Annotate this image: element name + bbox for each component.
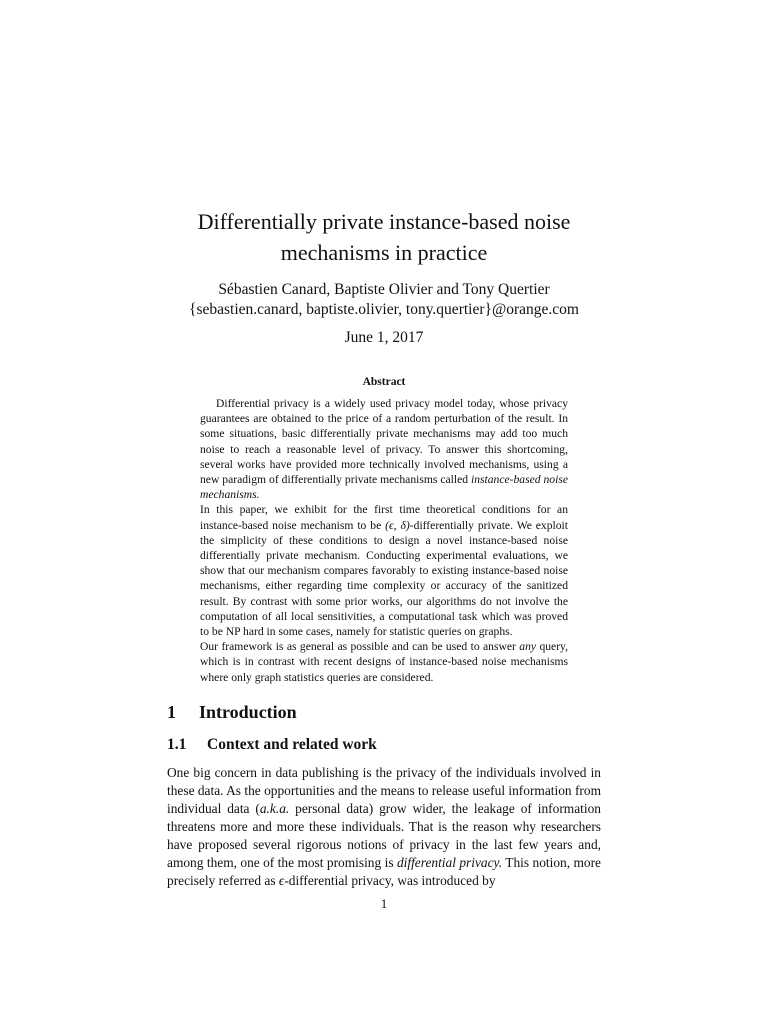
abstract-p1-italic: instance-based noise mechanisms. [200,473,568,502]
abstract-p2-post: -differentially private. We exploit the simplicity of these conditions to design a novel instance-based noise differentially private mechanism. Conducting experimental evaluations, we show that our mechanism compares favorably to existing instance-based noise mechanisms, either regarding time complexity or accuracy of the sanitized result. By contrast with some prior works, our algorithms do not involve the computation of all local sensitivities, a computational task which was proved to be NP hard in some cases, namely for statistic queries on graphs. [200,518,568,639]
page-number: 1 [380,896,388,911]
body-paragraph [167,764,601,890]
abstract-text [200,396,568,685]
body-t4: -differential privacy, was introduced by [284,873,496,888]
abstract-p3-italic: any [519,640,537,654]
abstract-paragraph-1 [200,396,568,502]
abstract-paragraph-3 [200,639,568,685]
body-text [167,764,601,890]
publication-date: June 1, 2017 [344,329,424,346]
abstract-p2-pre: In this paper, we exhibit for the first time theoretical conditions for an instance-based noise mechanism to be [200,503,568,532]
section-number: 1 [167,702,176,722]
author-block [0,280,768,320]
body-t2-italic: differential privacy. [396,855,503,870]
title-line-1: Differentially private instance-based noise [197,209,571,234]
body-t1-italic: a.k.a. [259,801,290,816]
subsection-heading [167,736,377,754]
title-line-2: mechanisms in practice [280,240,488,265]
abstract-heading: Abstract [362,376,406,388]
abstract-p3-post: query, which is in contrast with recent designs of instance-based noise mechanisms where only graph statistics queries are considered. [200,640,568,684]
paper-title [0,206,768,268]
author-names: Sébastien Canard, Baptiste Olivier and Tony Quertier [218,281,550,298]
subsection-title: Context and related work [207,736,377,753]
abstract-p1-text: Differential privacy is a widely used privacy model today, whose privacy guarantees are obtained to the price of a random perturbation of the result. In some situations, basic differentially private mechanisms may add too much noise to reach a reasonable level of privacy. To answer this shortcoming, several works have provided more technically involved mechanisms, using a new paradigm of differentially private mechanisms called [200,397,568,487]
section-title: Introduction [199,702,297,722]
subsection-number: 1.1 [167,736,187,753]
body-t3: This notion, more precisely referred as [167,855,601,888]
section-heading [167,702,297,723]
abstract-paragraph-2 [200,502,568,639]
abstract-p2-math: (ϵ, δ) [385,518,410,532]
author-emails: {sebastien.canard, baptiste.olivier, tony.quertier}@orange.com [189,301,579,318]
abstract-p3-pre: Our framework is as general as possible and can be used to answer [200,640,516,654]
body-t1: One big concern in data publishing is the privacy of the individuals involved in these data. As the opportunities and the means to release useful information from individual data ( [167,765,601,816]
body-t3-math: ϵ [278,873,285,888]
body-t2: personal data) grow wider, the leakage of information threatens more and more these individuals. That is the reason why researchers have proposed several rigorous notions of privacy in the last few years and, among them, one of the most promising is [167,801,601,870]
